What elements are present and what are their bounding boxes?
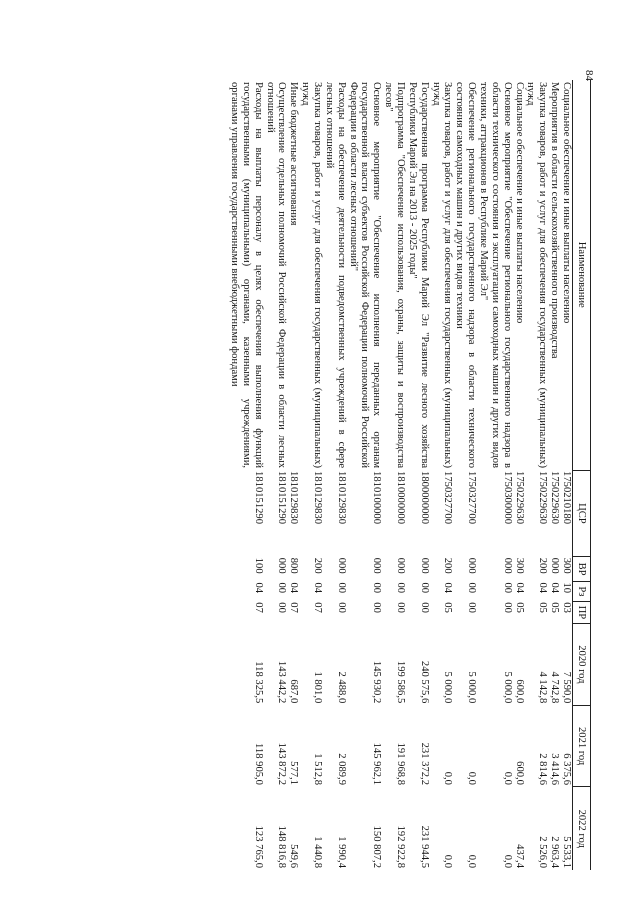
row-pr [430,601,454,623]
row-vr-value: 000 [501,557,513,574]
row-name-line: Основное мероприятие "Обеспечение исполнения переданных органам государственной власти субъектов Российской Федерации полномочий Российской Федерации в области лесных отношений" [347,82,383,469]
row-2020-value: 5 000,0 [442,671,454,704]
row-name-line: Социальное обеспечение и иные выплаты населению [561,82,572,324]
row-pr [406,601,430,623]
row-2022 [323,787,347,870]
row-rz [430,581,454,601]
row-2020 [382,624,406,706]
row-pr [323,601,347,623]
row-name-line: Социальное обеспечение и иные выплаты населению [513,82,525,324]
row-vr [323,557,347,582]
row-vr-value: 000 [276,557,288,574]
row-2022-value: 2 526,0 [537,836,549,868]
row-pr-value: 00 [501,602,513,613]
row-pr [299,601,323,623]
row-2022-value: 150 807,2 [371,825,383,868]
row-csr-value: 1750327700 [466,471,478,525]
row-2022 [299,787,323,870]
row-pr-value: 05 [537,602,549,613]
row-2021 [323,705,347,787]
row-vr-value: 000 [371,557,383,574]
row-2020-value: 240 575,6 [418,660,430,704]
row-vr [477,557,524,582]
row-rz-value: 00 [501,582,513,594]
row-vr-value: 000 [418,557,430,574]
row-vr [430,557,454,582]
row-name-line: Осуществление отдельных полномочий Российской Федерации в области лесных отношений [264,82,288,469]
table-row [406,80,430,870]
row-2021-value: 577,1 [288,761,300,785]
row-2021 [228,705,264,787]
row-rz [382,581,406,601]
row-vr [525,557,573,582]
row-pr-value: 00 [418,602,430,613]
header-name: Наименование [573,80,591,470]
row-pr [264,601,300,623]
row-name [406,80,430,470]
row-name [347,80,383,470]
row-2020 [477,624,524,706]
row-2022-value: 123 765,0 [252,825,264,868]
row-csr [477,470,524,557]
row-2021-value: 143 872,2 [276,742,288,785]
row-2022 [264,787,300,870]
header-pr: ПР [573,601,591,623]
table-row [264,80,300,870]
row-vr-value: 200 [537,557,549,574]
row-name-line: Расходы на выплаты персоналу в целях обеспечения выполнения функций государственными (муниципальными) органами, казенными учреждениями, органами управления государственными внебюджетными фондами [228,82,264,469]
row-name-line: Мероприятия в области сельскохозяйственного производства [549,82,561,359]
row-csr [525,470,573,557]
table-row [347,80,383,870]
row-2022-value: 1 990,4 [335,836,347,868]
row-csr [347,470,383,557]
row-rz-value: 00 [418,582,430,594]
row-rz [453,581,477,601]
row-name [382,80,406,470]
row-2022 [347,787,383,870]
row-2021-value: 2 814,6 [537,753,549,785]
row-rz-value: 04 [513,582,525,594]
table-row [323,80,347,870]
row-rz-value: 04 [311,582,323,594]
row-rz-value: 00 [466,582,478,594]
row-rz [228,581,264,601]
row-csr [430,470,454,557]
row-csr-value: 1750229630 [537,471,549,525]
row-2022 [382,787,406,870]
row-2021 [406,705,430,787]
row-2021-value: 231 372,2 [418,742,430,785]
row-2020 [430,624,454,706]
row-pr-value: 00 [394,602,406,613]
row-2020-value: 4 142,8 [537,671,549,704]
row-pr-value: 05 [513,602,525,613]
row-2020-value: 687,0 [288,679,300,704]
row-2020-value: 5 000,0 [466,671,478,704]
row-name-line: Расходы на обеспечение деятельности подведомственных учреждений в сфере лесных отношений [323,82,347,469]
row-rz [347,581,383,601]
row-csr [406,470,430,557]
row-rz-value: 04 [549,582,561,594]
row-2020-value: 4 742,8 [549,671,561,704]
row-name-line: Закупка товаров, работ и услуг для обеспечения государственных (муниципальных) нужд [430,82,454,469]
row-2020 [264,624,300,706]
row-name-line: Иные бюджетные ассигнования [288,82,300,226]
row-2022 [228,787,264,870]
row-pr [228,601,264,623]
row-2021 [382,705,406,787]
row-csr [228,470,264,557]
row-2022-value: 1 440,8 [311,836,323,868]
row-vr-value: 300 [513,557,525,574]
row-pr [477,601,524,623]
row-name [264,80,300,470]
row-vr [299,557,323,582]
row-rz [406,581,430,601]
row-2022 [430,787,454,870]
table-row [453,80,477,870]
row-name-line: Закупка товаров, работ и услуг для обеспечения государственных (муниципальных) нужд [300,82,323,469]
table-row [477,80,524,870]
table-row [299,80,323,870]
row-rz [264,581,300,601]
row-csr-value: 1810129830 [288,471,300,525]
row-2021-value: 191 968,8 [394,742,406,785]
row-vr-value: 200 [442,557,454,574]
row-csr-value: 1810100000 [371,471,383,525]
row-pr-value: 00 [276,602,288,613]
row-vr [453,557,477,582]
row-pr-value: 00 [371,602,383,613]
row-csr-value: 1810129830 [335,471,347,525]
row-csr-value: 1810151290 [276,471,288,525]
row-2022 [406,787,430,870]
row-2020-value: 7 590,0 [561,671,572,704]
row-vr-value: 100 [252,557,264,574]
row-rz-value: 00 [276,582,288,594]
table-row [430,80,454,870]
row-2022-value: 0,0 [501,854,513,868]
header-2020: 2020 год [573,624,591,706]
row-2022-value: 0,0 [466,854,478,868]
row-name [477,80,524,470]
row-2020-value: 199 586,5 [394,660,406,704]
row-pr-value: 05 [549,602,561,613]
row-csr-value: 1810151290 [252,471,264,525]
row-vr [382,557,406,582]
row-csr-value: 1800000000 [418,471,430,525]
row-pr [453,601,477,623]
rotated-page [71,80,591,870]
row-csr [264,470,300,557]
row-vr-value: 000 [335,557,347,574]
row-vr-value: 200 [311,557,323,574]
row-pr-value: 07 [311,602,323,613]
row-rz-value: 10 [561,582,572,594]
row-2021 [525,705,573,787]
header-vr: ВР [573,557,591,582]
row-csr [323,470,347,557]
row-vr [347,557,383,582]
row-pr-value: 03 [561,602,572,613]
table-header-row [573,80,591,870]
row-rz-value: 00 [394,582,406,594]
row-2021-value: 145 962,1 [371,742,383,785]
row-2020 [453,624,477,706]
row-name-line: Основное мероприятие "Обеспечение регионального государственного надзора в области технического состояния и эксплуатации самоходных машин и других видов техники, аттракционов в Республике Марий Эл" [477,82,513,469]
row-vr-value: 000 [466,557,478,574]
row-2022-value: 2 963,4 [549,836,561,868]
row-2021-value: 3 414,6 [549,753,561,785]
row-2020-value: 2 488,0 [335,671,347,704]
row-2022 [525,787,573,870]
row-name-line: Подпрограмма "Обеспечение использования, охраны, защиты и воспроизводства лесов" [383,82,406,469]
row-csr-value: 1810129830 [311,471,323,525]
row-pr-value: 00 [335,602,347,613]
row-csr-value: 1750210180 [561,471,572,525]
row-rz [299,581,323,601]
header-csr: ЦСР [573,470,591,557]
page-number: 84 [583,70,595,81]
row-2021 [477,705,524,787]
row-2020 [525,624,573,706]
row-name [228,80,264,470]
row-name [299,80,323,470]
row-2021-value: 600,0 [513,761,525,785]
row-2020-value: 1 801,0 [311,671,323,704]
row-pr-value: 07 [252,602,264,613]
header-rz: Рз [573,581,591,601]
row-2020 [406,624,430,706]
row-2022 [477,787,524,870]
row-2021 [453,705,477,787]
row-csr-value: 1750229630 [513,471,525,525]
table-row [228,80,264,870]
row-csr [453,470,477,557]
row-2022-value: 0,0 [442,854,454,868]
row-2021-value: 2 089,9 [335,753,347,785]
row-2020 [299,624,323,706]
row-2020 [347,624,383,706]
row-vr [228,557,264,582]
row-pr-value: 07 [288,602,300,613]
row-pr [347,601,383,623]
row-2021-value: 1 512,8 [311,753,323,785]
row-rz-value: 04 [288,582,300,594]
row-name [525,80,573,470]
row-rz [477,581,524,601]
row-name [323,80,347,470]
row-2020-value: 118 325,5 [252,661,264,704]
row-2022-value: 148 816,8 [276,825,288,868]
row-rz-value: 00 [335,582,347,594]
row-2020 [323,624,347,706]
row-vr [264,557,300,582]
row-csr-value: 1750327700 [442,471,454,525]
header-2022: 2022 год [573,787,591,870]
row-name-line: Обеспечение регионального государственного надзора в области технического состояния самоходных машин и других видов техники [454,82,478,469]
row-2022 [453,787,477,870]
table-body [228,80,572,870]
row-2022-value: 437,4 [513,844,525,868]
row-2020 [228,624,264,706]
row-2022-value: 192 922,8 [394,825,406,868]
row-rz-value: 04 [252,582,264,594]
row-csr [382,470,406,557]
row-2021-value: 0,0 [466,771,478,785]
row-rz [323,581,347,601]
row-rz-value: 04 [442,582,454,594]
row-csr-value: 1810000000 [394,471,406,525]
row-pr [525,601,573,623]
row-2022-value: 231 944,5 [418,825,430,868]
row-2022-value: 5 533,1 [561,836,572,868]
row-csr-value: 1750229630 [549,471,561,525]
budget-table [228,80,591,870]
row-2020-value: 5 000,0 [501,671,513,704]
row-vr-value: 000 [549,557,561,574]
row-vr [406,557,430,582]
row-name-line: Закупка товаров, работ и услуг для обеспечения государственных (муниципальных) нужд [525,82,549,469]
row-csr-value: 1750300000 [501,471,513,525]
row-rz [525,581,573,601]
row-csr [299,470,323,557]
row-2021-value: 0,0 [442,771,454,785]
row-2021 [264,705,300,787]
row-rz-value: 04 [537,582,549,594]
table-row [525,80,573,870]
row-2020-value: 600,0 [513,679,525,704]
row-pr [382,601,406,623]
row-2020-value: 145 930,2 [371,660,383,704]
row-2021-value: 6 375,6 [561,753,572,785]
row-pr-value: 00 [466,602,478,613]
row-2021 [430,705,454,787]
table-row [382,80,406,870]
row-2022-value: 549,6 [288,844,300,868]
row-vr-value: 300 [561,557,572,574]
row-name-line: Государственная программа Республики Марий Эл "Развитие лесного хозяйства Республики Марий Эл на 2013 - 2025 годы" [406,82,430,469]
row-vr-value: 800 [288,557,300,574]
header-2021: 2021 год [573,705,591,787]
row-2021-value: 0,0 [501,771,513,785]
row-2021 [347,705,383,787]
row-rz-value: 00 [371,582,383,594]
row-vr-value: 000 [394,557,406,574]
row-pr-value: 05 [442,602,454,613]
row-2020-value: 143 442,2 [276,660,288,704]
row-2021-value: 118 905,0 [252,743,264,785]
row-name [453,80,477,470]
row-name [430,80,454,470]
row-2021 [299,705,323,787]
